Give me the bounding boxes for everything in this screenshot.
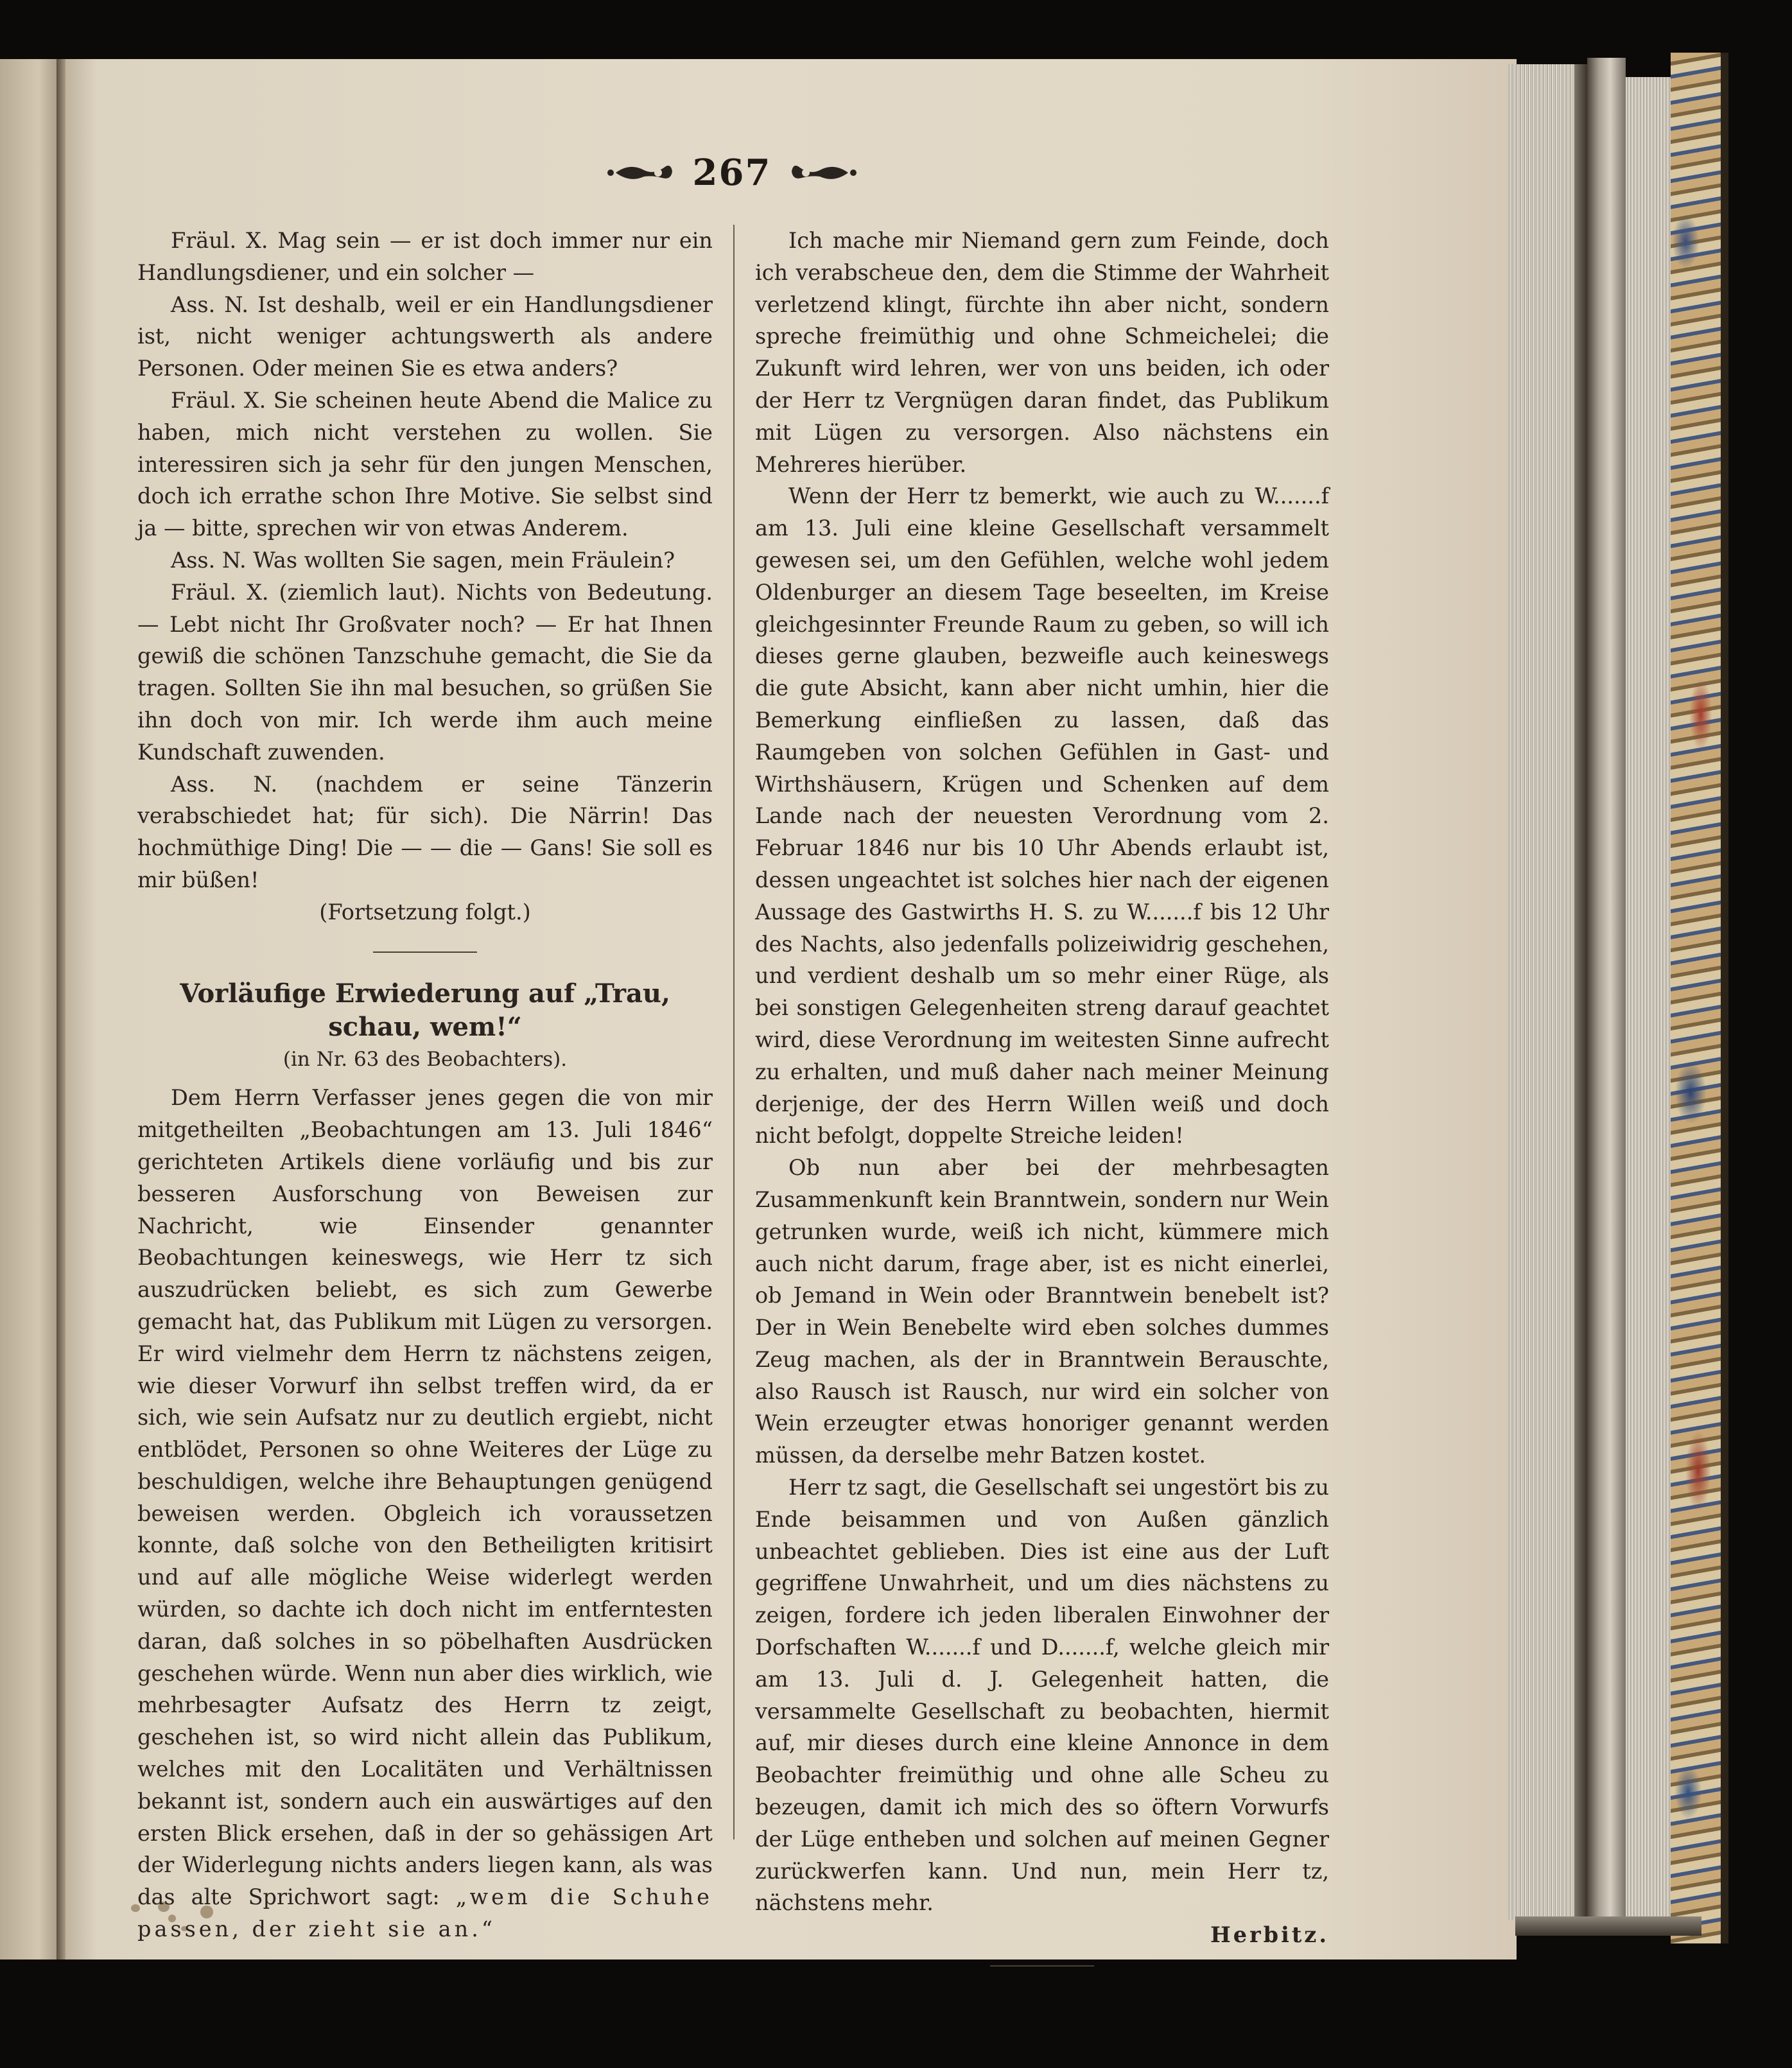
- continuation-note: (Fortsetzung folgt.): [319, 899, 531, 925]
- article-title: Vorläufige Erwiederung auf „Trau, schau, wem!“: [180, 978, 670, 1042]
- dialogue-line: Fräul. X. Sie scheinen heute Abend die Malice zu haben, mich nicht verstehen zu wollen. Sie interessiren sich ja sehr für den jungen Menschen, doch ich errathe schon Ihre Motive. Sie selbst sind ja — bitte, sprechen wir von etwas Anderem.: [137, 387, 713, 541]
- page-gutter: [57, 59, 65, 1959]
- marbled-cover-edge: [1671, 53, 1721, 1943]
- author-signature: Herbitz.: [1210, 1922, 1329, 1948]
- article-subtitle: (in Nr. 63 des Beobachters).: [283, 1047, 568, 1071]
- proverb: „wem die Schuhe passen, der zieht sie an.“: [137, 1884, 713, 1942]
- cover-board-edge: [1721, 53, 1728, 1943]
- article-body: Dem Herrn Verfasser jenes gegen die von mir mitgetheilten „Beobachtungen am 13. Juli 1846“ gerichteten Artikels diene vorläufig und bis zur besseren Ausforschung von Beweisen zur Nachricht, wie Einsender genannter Beobachtungen keineswegs, wie Herr tz sich auszudrücken beliebt, es sich zum Gewerbe gemacht hat, das Publikum mit Lügen zu versorgen. Er wird vielmehr dem Herrn tz nächstens zeigen, wie dieser Vorwurf ihn selbst treffen wird, da er sich, wie sein Aufsatz nur zu deutlich ergiebt, nicht entblödet, Personen so ohne Weiteres der Lüge zu beschuldigen, welche ihre Behauptungen genügend beweisen werden. Obgleich ich voraussetzen konnte, daß solche von den Betheiligten kritisirt und auf alle mögliche Weise widerlegt werden würden, so dachte ich doch nicht im entferntesten daran, daß solches in so pöbelhaften Ausdrücken geschehen würde. Wenn nun aber dies wirklich, wie mehrbesagter Aufsatz des Herrn tz zeigt, geschehen ist, so wird nicht allein das Publikum, welches mit den Localitäten und Verhältnissen bekannt ist, sondern auch ein auswärtiges auf den ersten Blick ersehen, daß in der so gehässigen Art der Widerlegung nichts anders liegen kann, als was das alte Sprichwort sagt:: [137, 1085, 713, 1910]
- page-header: [578, 150, 886, 195]
- article-paragraph: [137, 1082, 713, 1945]
- left-column: [137, 225, 713, 1945]
- right-ornament-icon: [789, 159, 860, 187]
- page-number: 267: [692, 152, 772, 194]
- dialogue-line: Ass. N. (nachdem er seine Tänzerin verabschiedet hat; für sich). Die Närrin! Das hochmüthige Ding! Die — — die — Gans! Sie soll es mir büßen!: [137, 771, 713, 892]
- page-stack-bottom: [1515, 1916, 1701, 1936]
- dialogue-line: Ass. N. Was wollten Sie sagen, mein Fräulein?: [171, 547, 675, 573]
- article-paragraph: Ob nun aber bei der mehrbesagten Zusammenkunft kein Branntwein, sondern nur Wein getrunken wurde, weiß ich nicht, kümmere mich auch nicht darum, frage aber, ist es nicht einerlei, ob Jemand in Wein oder Branntwein benebelt ist? Der in Wein Benebelte wird eben solches dummes Zeug machen, als der in Branntwein Berauschte, also Rausch ist Rausch, nur wird ein solcher von Wein erzeugter etwas honoriger genannt werden müssen, da derselbe mehr Batzen kostet.: [755, 1155, 1329, 1468]
- left-page-edge: [0, 59, 64, 1959]
- article-paragraph: Herr tz sagt, die Gesellschaft sei ungestört bis zu Ende beisammen und von Außen gänzlich unbeachtet geblieben. Dies ist eine aus der Luft gegriffene Unwahrheit, und um dies nächstens zu zeigen, fordere ich jeden liberalen Einwohner der Dorfschaften W.......f und D.......f, welche gleich mir am 13. Juli d. J. Gelegenheit hatten, die versammelte Gesellschaft zu beobachten, hiermit auf, mir dieses durch eine kleine Annonce in dem Beobachter freimüthig und ohne alle Scheu zu bezeugen, damit ich mich des so öftern Vorwurfs der Lüge entheben und solchen auf meinen Gegner zurückwerfen kann. Und nun, mein Herr tz, nächstens mehr.: [755, 1475, 1329, 1916]
- dialogue-line: Ass. N. Ist deshalb, weil er ein Handlungsdiener ist, nicht weniger achtungswerth als andere Personen. Oder meinen Sie es etwa anders?: [137, 291, 713, 381]
- end-divider: [990, 1965, 1094, 1967]
- article-paragraph: Ich mache mir Niemand gern zum Feinde, doch ich verabscheue den, dem die Stimme der Wahrheit verletzend klingt, fürchte ihn aber nicht, sondern spreche freimüthig und ohne Schmeichelei; die Zukunft wird lehren, wer von uns beiden, ich oder der Herr tz Vergnügen daran findet, das Publikum mit Lügen zu versorgen. Also nächstens ein Mehreres hierüber.: [755, 228, 1329, 477]
- article-paragraph: Wenn der Herr tz bemerkt, wie auch zu W.......f am 13. Juli eine kleine Gesellschaft versammelt gewesen sei, um den Gefühlen, welche wohl jedem Oldenburger an diesem Tage beseelten, im Kreise gleichgesinnter Freunde Raum zu geben, so will ich dieses gerne glauben, bezweifle auch keineswegs die gute Absicht, kann aber nicht umhin, hier die Bemerkung einfließen zu lassen, daß das Raumgeben von solchen Gefühlen in Gast- und Wirthshäusern, Krügen und Schenken auf dem Lande nach der neuesten Verordnung vom 2. Februar 1846 nur bis 10 Uhr Abends erlaubt ist, dessen ungeachtet ist solches hier nach der eigenen Aussage des Gastwirths H. S. zu W.......f bis 12 Uhr des Nachts, also jedenfalls polizeiwidrig geschehen, und verdient deshalb um so mehr einer Rüge, als bei sonstigen Gelegenheiten streng darauf geachtet wird, diese Verordnung im weitesten Sinne aufrecht zu erhalten, und muß daher nach meiner Meinung derjenige, der des Herrn Willen weiß und doch nicht befolgt, doppelte Streiche leiden!: [755, 483, 1329, 1149]
- inner-page-stack: [1626, 77, 1671, 1926]
- dialogue-line: Fräul. X. Mag sein — er ist doch immer nur ein Handlungsdiener, und ein solcher —: [137, 228, 713, 285]
- dialogue-line: Fräul. X. (ziemlich laut). Nichts von Bedeutung. — Lebt nicht Ihr Großvater noch? — Er hat Ihnen gewiß die schönen Tanzschuhe gemacht, die Sie da tragen. Sollten Sie ihn mal besuchen, so grüßen Sie ihn doch von mir. Ich werde ihm auch meine Kundschaft zuwenden.: [137, 579, 713, 765]
- signature-line: [755, 1919, 1329, 1951]
- section-divider: [373, 951, 477, 953]
- left-ornament-icon: [604, 159, 675, 187]
- page-stack-edge: [1508, 64, 1574, 1920]
- column-rule: [733, 225, 735, 1839]
- book-spine: [1587, 58, 1626, 1933]
- right-column: [755, 225, 1329, 1967]
- page-stack-shadow: [1574, 64, 1587, 1920]
